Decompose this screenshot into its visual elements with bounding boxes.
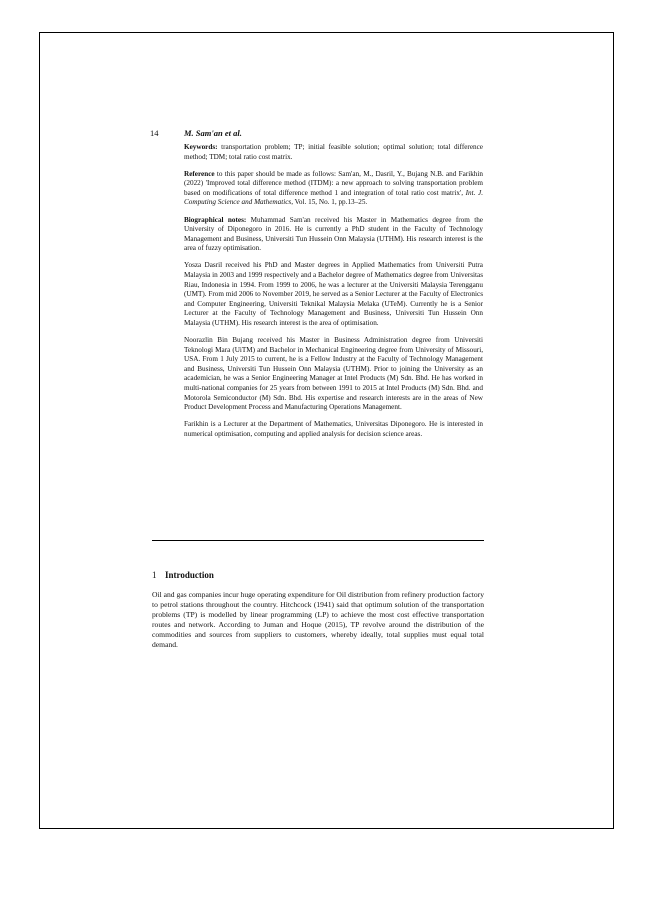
biographical-notes-label: Biographical notes: — [184, 215, 247, 224]
reference-label: Reference — [184, 169, 215, 178]
reference-tail: , Vol. 15, No. 1, pp.13–25. — [291, 198, 368, 207]
introduction-paragraph: Oil and gas companies incur huge operating expenditure for Oil distribution from refinery production factory to petrol stations throughout the country. Hitchcock (1941) said that optimum solution of the transportation problems (TP) is modelled by linear programming (LP) to achieve the most cost effective transportation routes and network. According to Juman and Hoque (2015), TP revolve around the distribution of the commodities and sources from suppliers to customers, whereby ideally, total supplies must equal total demand. — [152, 590, 484, 649]
front-matter — [184, 143, 483, 447]
reference — [184, 170, 483, 208]
page-number: 14 — [150, 128, 159, 138]
bio-farikhin: Farikhin is a Lecturer at the Department of Mathematics, Universitas Diponegoro. He is interested in numerical optimisation, computing and applied analysis for decision science areas. — [184, 420, 483, 438]
section-number: 1 — [152, 570, 157, 580]
section-title: Introduction — [165, 570, 214, 580]
reference-text: to this paper should be made as follows: Sam'an, M., Dasril, Y., Bujang N.B. and Farikhin (2022) 'Improved total difference method (ITDM): a new approach to solving transportation problem based on modifications of total difference method 1 and integration of total ratio cost matrix', — [184, 169, 483, 197]
bio-bujang: Noorazlin Bin Bujang received his Master in Business Administration degree from Universiti Teknologi Mara (UiTM) and Bachelor in Mechanical Engineering degree from University of Missouri, USA. From 1 July 2015 to current, he is a Fellow Industry at the Faculty of Technology Management and Business, Universiti Tun Hussein Onn Malaysia (UTHM). Prior to joining the University as an academician, he was a Senior Engineering Manager at Intel Products (M) Sdn. Bhd. He has worked in multi-national companies for 25 years from between 1991 to 2015 at Intel Products (M) Sdn. Bhd. and Motorola Semiconductor (M) Sdn. Bhd. His expertise and research interests are in the areas of New Product Development Process and Manufacturing Operations Management. — [184, 336, 483, 412]
running-head — [150, 128, 490, 139]
reference-journal: Int. J. Computing Science and Mathematics — [184, 188, 483, 207]
keywords-label: Keywords: — [184, 143, 218, 151]
keywords-text: transportation problem; TP; initial feasible solution; optimal solution; total difference method; TDM; total ratio cost matrix. — [184, 143, 483, 161]
section-divider — [152, 540, 484, 541]
bio-samam-text: Muhammad Sam'an received his Master in Mathematics degree from the University of Diponegoro in 2016. He is currently a PhD student in the Faculty of Technology Management and Business, Universiti Tun Hussein Onn Malaysia (UTHM). His research interest is the area of fuzzy optimisation. — [184, 215, 483, 253]
bio-samam — [184, 216, 483, 254]
bio-dasril: Yosza Dasril received his PhD and Master degrees in Applied Mathematics from Universiti Putra Malaysia in 2003 and 1999 respectively and a Bachelor degree of Mathematics degree from Universitas Riau, Indonesia in 1994. From 1999 to 2006, he was a lecturer at the Universiti Malaysia Terengganu (UMT). From mid 2006 to November 2019, he served as a Senior Lecturer at the Faculty of Electronics and Computer Engineering, Universiti Teknikal Malaysia Melaka (UTeM). Currently he is a Senior Lecturer at the Faculty of Technology Management and Business, Universiti Tun Hussein Onn Malaysia (UTHM). His research interest is the area of optimisation. — [184, 261, 483, 327]
section-heading — [152, 570, 484, 581]
keywords — [184, 143, 483, 162]
introduction-section — [152, 570, 484, 650]
running-head-authors: M. Sam'an et al. — [184, 128, 242, 138]
